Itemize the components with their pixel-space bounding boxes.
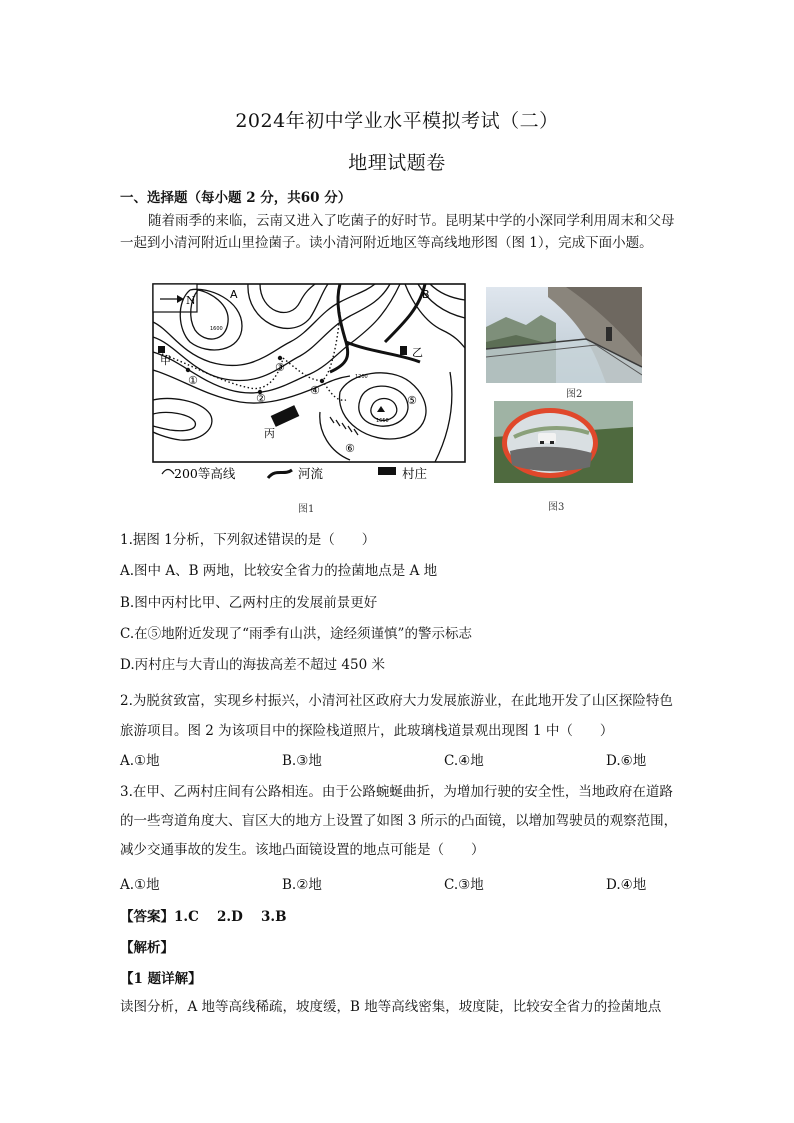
q1-stem: 1.据图 1分析，下列叙述错误的是（ ） — [120, 532, 376, 548]
figure2-caption: 图2 — [566, 389, 583, 400]
village-yi-marker — [400, 346, 407, 355]
q1-option-a: A.图中 A、B 两地，比较安全省力的捡菌地点是 A 地 — [120, 563, 438, 579]
q2-option-d: D.⑥地 — [606, 753, 647, 769]
svg-text:①: ① — [188, 374, 198, 387]
figure1-caption: 图1 — [298, 504, 315, 515]
exam-subtitle: 地理试题卷 — [348, 152, 446, 174]
intro-paragraph: 随着雨季的来临，云南又进入了吃菌子的好时节。昆明某中学的小深同学利用周末和父母一起到小清河附近山里捡菌子。读小清河附近地区等高线地形图（图 1），完成下面小题。 — [120, 213, 675, 251]
legend-village: 村庄 — [402, 466, 428, 481]
q1-detail-heading: 【1 题详解】 — [120, 971, 202, 987]
svg-text:丙: 丙 — [264, 427, 275, 440]
q3-option-c: C.③地 — [444, 877, 484, 893]
q2-option-b: B.③地 — [282, 753, 322, 769]
q2-option-c: C.④地 — [444, 753, 484, 769]
analysis-heading: 【解析】 — [120, 940, 174, 956]
svg-text:③: ③ — [275, 361, 285, 374]
q1-option-d: D.丙村庄与大青山的海拔高差不超过 450 米 — [120, 657, 385, 673]
figure3-photo — [494, 401, 633, 483]
legend-village-icon — [378, 467, 396, 475]
svg-text:A: A — [230, 288, 238, 301]
svg-text:④: ④ — [310, 384, 320, 397]
q3-option-b: B.②地 — [282, 877, 322, 893]
svg-text:⑥: ⑥ — [345, 442, 355, 455]
svg-text:1650: 1650 — [376, 418, 389, 424]
section-heading: 一、选择题（每小题 2 分，共60 分） — [120, 190, 352, 206]
q1-option-b: B.图中丙村比甲、乙两村庄的发展前景更好 — [120, 595, 378, 611]
q1-option-c: C.在⑤地附近发现了“雨季有山洪，途经须谨慎”的警示标志 — [120, 626, 472, 642]
svg-text:1600: 1600 — [210, 326, 223, 332]
q2-stem: 2.为脱贫致富，实现乡村振兴，小清河社区政府大力发展旅游业，在此地开发了山区探险特色旅游项目。图 2 为该项目中的探险栈道照片，此玻璃栈道景观出现图 1 中（ ） — [120, 693, 673, 739]
answer-line: 【答案】1.C 2.D 3.B — [120, 909, 287, 925]
svg-text:乙: 乙 — [412, 346, 423, 359]
svg-text:甲: 甲 — [160, 354, 171, 367]
figure1-map — [150, 282, 468, 484]
q3-option-a: A.①地 — [120, 877, 160, 893]
q1-detail-text: 读图分析，A 地等高线稀疏，坡度缓，B 地等高线密集，坡度陡，比较安全省力的捡菌地点 — [120, 999, 662, 1015]
figure2-photo — [486, 287, 642, 383]
q3-option-d: D.④地 — [606, 877, 647, 893]
legend-river: 河流 — [298, 466, 324, 481]
legend-contour: 200等高线 — [174, 466, 236, 481]
exam-title: 2024年初中学业水平模拟考试（二） — [235, 110, 559, 132]
q2-option-a: A.①地 — [120, 753, 160, 769]
figure3-caption: 图3 — [548, 502, 565, 513]
svg-text:⑤: ⑤ — [407, 394, 417, 407]
village-jia-marker — [158, 346, 165, 353]
svg-text:②: ② — [256, 392, 266, 405]
north-label: N — [186, 294, 196, 307]
svg-text:B: B — [422, 288, 430, 301]
q3-stem: 3.在甲、乙两村庄间有公路相连。由于公路蜿蜒曲折，为增加行驶的安全性，当地政府在道路的一些弯道角度大、盲区大的地方上设置了如图 3 所示的凸面镜，以增加驾驶员的观察范围，减少交通事故的发生。该地凸面镜设置的地点可能是（ ） — [120, 784, 678, 858]
svg-text:1200: 1200 — [355, 374, 368, 380]
